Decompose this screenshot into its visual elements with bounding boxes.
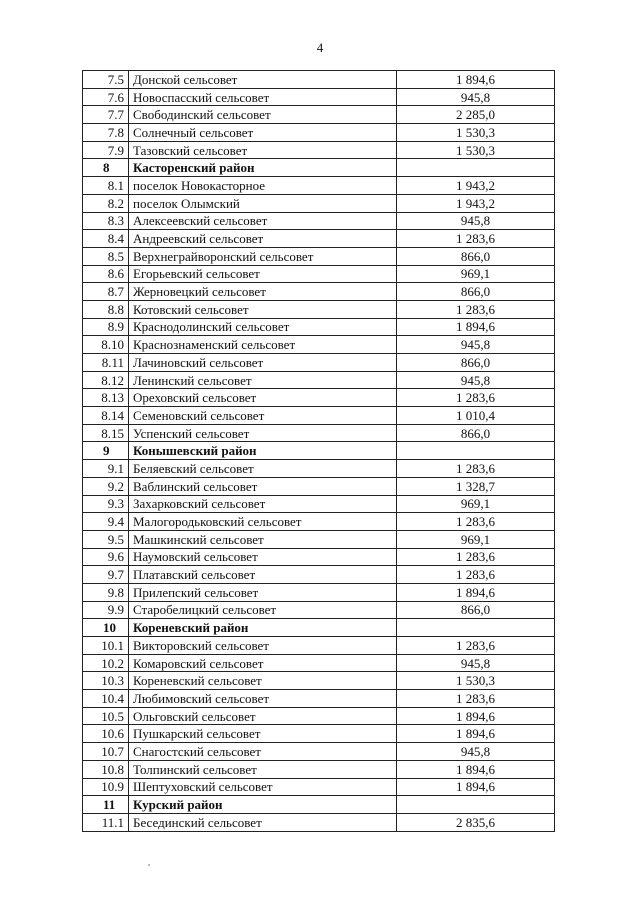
row-value: 945,8 bbox=[397, 371, 555, 389]
row-value: 1 283,6 bbox=[397, 389, 555, 407]
row-number: 8.6 bbox=[83, 265, 129, 283]
row-name: Пушкарский сельсовет bbox=[129, 725, 397, 743]
row-number: 9.6 bbox=[83, 548, 129, 566]
row-value: 1 943,2 bbox=[397, 194, 555, 212]
row-number: 8.9 bbox=[83, 318, 129, 336]
table-row bbox=[83, 460, 555, 478]
table-row bbox=[83, 283, 555, 301]
row-number: 8.3 bbox=[83, 212, 129, 230]
row-number: 8.1 bbox=[83, 177, 129, 195]
row-name: Захарковский сельсовет bbox=[129, 495, 397, 513]
row-name: Старобелицкий сельсовет bbox=[129, 601, 397, 619]
row-value: 1 530,3 bbox=[397, 672, 555, 690]
row-value: 969,1 bbox=[397, 265, 555, 283]
row-value: 1 283,6 bbox=[397, 513, 555, 531]
row-name: Бесединский сельсовет bbox=[129, 813, 397, 831]
district-header-row bbox=[83, 796, 555, 814]
row-name: Лачиновский сельсовет bbox=[129, 354, 397, 372]
table-row bbox=[83, 778, 555, 796]
row-name: Ваблинский сельсовет bbox=[129, 477, 397, 495]
scan-speck bbox=[148, 864, 150, 866]
row-name: Прилепский сельсовет bbox=[129, 583, 397, 601]
table-row bbox=[83, 194, 555, 212]
table-row bbox=[83, 212, 555, 230]
row-name: Верхнеграйворонский сельсовет bbox=[129, 247, 397, 265]
table-row bbox=[83, 743, 555, 761]
row-name: Ольговский сельсовет bbox=[129, 707, 397, 725]
row-number: 10.1 bbox=[83, 637, 129, 655]
row-number: 10.9 bbox=[83, 778, 129, 796]
row-name: Толпинский сельсовет bbox=[129, 760, 397, 778]
row-name: Ореховский сельсовет bbox=[129, 389, 397, 407]
row-number: 10 bbox=[83, 619, 129, 637]
row-value: 1 894,6 bbox=[397, 707, 555, 725]
table-row bbox=[83, 583, 555, 601]
row-value: 1 894,6 bbox=[397, 760, 555, 778]
row-value bbox=[397, 619, 555, 637]
table-body bbox=[83, 71, 555, 832]
row-number: 11.1 bbox=[83, 813, 129, 831]
table-row bbox=[83, 601, 555, 619]
row-number: 8.12 bbox=[83, 371, 129, 389]
row-name: Алексеевский сельсовет bbox=[129, 212, 397, 230]
row-name: Комаровский сельсовет bbox=[129, 654, 397, 672]
row-name: Тазовский сельсовет bbox=[129, 141, 397, 159]
row-name: Шептуховский сельсовет bbox=[129, 778, 397, 796]
row-value: 945,8 bbox=[397, 654, 555, 672]
row-value: 1 283,6 bbox=[397, 460, 555, 478]
row-name: Жерновецкий сельсовет bbox=[129, 283, 397, 301]
table-row bbox=[83, 407, 555, 425]
row-value: 1 894,6 bbox=[397, 71, 555, 89]
row-value: 969,1 bbox=[397, 495, 555, 513]
row-number: 8.15 bbox=[83, 424, 129, 442]
table-row bbox=[83, 477, 555, 495]
district-header-row bbox=[83, 442, 555, 460]
row-value bbox=[397, 442, 555, 460]
row-name: Наумовский сельсовет bbox=[129, 548, 397, 566]
row-name: Кореневский район bbox=[129, 619, 397, 637]
table-row bbox=[83, 495, 555, 513]
district-header-row bbox=[83, 159, 555, 177]
table-row bbox=[83, 513, 555, 531]
table-row bbox=[83, 230, 555, 248]
row-value: 1 283,6 bbox=[397, 566, 555, 584]
row-name: Викторовский сельсовет bbox=[129, 637, 397, 655]
table-row bbox=[83, 725, 555, 743]
table-row bbox=[83, 141, 555, 159]
table-row bbox=[83, 247, 555, 265]
table-row bbox=[83, 566, 555, 584]
row-name: Успенский сельсовет bbox=[129, 424, 397, 442]
table-row bbox=[83, 760, 555, 778]
row-number: 10.2 bbox=[83, 654, 129, 672]
page-number: 4 bbox=[316, 40, 324, 55]
table-row bbox=[83, 707, 555, 725]
row-name: Донской сельсовет bbox=[129, 71, 397, 89]
table-row bbox=[83, 106, 555, 124]
row-value: 1 283,6 bbox=[397, 637, 555, 655]
row-name: Семеновский сельсовет bbox=[129, 407, 397, 425]
row-number: 9 bbox=[83, 442, 129, 460]
row-name: Малогородьковский сельсовет bbox=[129, 513, 397, 531]
row-value: 866,0 bbox=[397, 283, 555, 301]
row-value: 1 283,6 bbox=[397, 230, 555, 248]
row-name: Краснознаменский сельсовет bbox=[129, 336, 397, 354]
table-row bbox=[83, 424, 555, 442]
row-name: Котовский сельсовет bbox=[129, 300, 397, 318]
row-value: 1 894,6 bbox=[397, 778, 555, 796]
table-row bbox=[83, 124, 555, 142]
row-value: 945,8 bbox=[397, 212, 555, 230]
row-value: 945,8 bbox=[397, 336, 555, 354]
row-name: Андреевский сельсовет bbox=[129, 230, 397, 248]
row-name: Беляевский сельсовет bbox=[129, 460, 397, 478]
row-number: 10.8 bbox=[83, 760, 129, 778]
row-number: 9.5 bbox=[83, 530, 129, 548]
row-number: 8.5 bbox=[83, 247, 129, 265]
row-name: Машкинский сельсовет bbox=[129, 530, 397, 548]
row-number: 7.6 bbox=[83, 88, 129, 106]
row-number: 7.7 bbox=[83, 106, 129, 124]
row-number: 10.6 bbox=[83, 725, 129, 743]
table-row bbox=[83, 637, 555, 655]
row-value: 1 943,2 bbox=[397, 177, 555, 195]
row-number: 9.3 bbox=[83, 495, 129, 513]
district-header-row bbox=[83, 619, 555, 637]
row-number: 8 bbox=[83, 159, 129, 177]
table-row bbox=[83, 813, 555, 831]
table-row bbox=[83, 318, 555, 336]
table-row bbox=[83, 389, 555, 407]
row-number: 8.8 bbox=[83, 300, 129, 318]
row-value: 866,0 bbox=[397, 247, 555, 265]
row-name: поселок Новокасторное bbox=[129, 177, 397, 195]
table-row bbox=[83, 300, 555, 318]
row-value: 2 835,6 bbox=[397, 813, 555, 831]
row-number: 9.2 bbox=[83, 477, 129, 495]
row-value: 866,0 bbox=[397, 354, 555, 372]
table-row bbox=[83, 336, 555, 354]
row-value: 1 894,6 bbox=[397, 318, 555, 336]
row-value: 1 894,6 bbox=[397, 583, 555, 601]
row-value: 2 285,0 bbox=[397, 106, 555, 124]
table-row bbox=[83, 672, 555, 690]
row-number: 9.4 bbox=[83, 513, 129, 531]
row-number: 7.9 bbox=[83, 141, 129, 159]
row-number: 10.4 bbox=[83, 690, 129, 708]
row-number: 8.7 bbox=[83, 283, 129, 301]
table-row bbox=[83, 654, 555, 672]
row-name: Платавский сельсовет bbox=[129, 566, 397, 584]
row-number: 10.7 bbox=[83, 743, 129, 761]
row-number: 9.1 bbox=[83, 460, 129, 478]
row-value: 1 283,6 bbox=[397, 548, 555, 566]
row-number: 8.13 bbox=[83, 389, 129, 407]
row-name: Ленинский сельсовет bbox=[129, 371, 397, 389]
table-row bbox=[83, 88, 555, 106]
table-row bbox=[83, 265, 555, 283]
row-name: Снагостский сельсовет bbox=[129, 743, 397, 761]
row-value: 969,1 bbox=[397, 530, 555, 548]
row-name: Свободинский сельсовет bbox=[129, 106, 397, 124]
row-value: 866,0 bbox=[397, 424, 555, 442]
row-value: 1 894,6 bbox=[397, 725, 555, 743]
row-value: 1 283,6 bbox=[397, 690, 555, 708]
row-number: 8.4 bbox=[83, 230, 129, 248]
row-name: Новоспасский сельсовет bbox=[129, 88, 397, 106]
row-number: 8.10 bbox=[83, 336, 129, 354]
row-name: Солнечный сельсовет bbox=[129, 124, 397, 142]
row-number: 8.14 bbox=[83, 407, 129, 425]
row-number: 9.9 bbox=[83, 601, 129, 619]
row-value: 945,8 bbox=[397, 88, 555, 106]
row-name: Кореневский сельсовет bbox=[129, 672, 397, 690]
row-number: 10.3 bbox=[83, 672, 129, 690]
row-name: Любимовский сельсовет bbox=[129, 690, 397, 708]
row-name: Касторенский район bbox=[129, 159, 397, 177]
table-row bbox=[83, 530, 555, 548]
row-value: 1 530,3 bbox=[397, 124, 555, 142]
row-number: 7.8 bbox=[83, 124, 129, 142]
row-name: Конышевский район bbox=[129, 442, 397, 460]
row-name: Краснодолинский сельсовет bbox=[129, 318, 397, 336]
row-value bbox=[397, 159, 555, 177]
table-row bbox=[83, 354, 555, 372]
row-name: поселок Олымский bbox=[129, 194, 397, 212]
table-row bbox=[83, 177, 555, 195]
data-table bbox=[82, 70, 555, 832]
row-number: 10.5 bbox=[83, 707, 129, 725]
table-row bbox=[83, 690, 555, 708]
row-value: 1 328,7 bbox=[397, 477, 555, 495]
table-row bbox=[83, 371, 555, 389]
row-value: 1 010,4 bbox=[397, 407, 555, 425]
row-name: Егорьевский сельсовет bbox=[129, 265, 397, 283]
row-value bbox=[397, 796, 555, 814]
row-value: 1 530,3 bbox=[397, 141, 555, 159]
row-name: Курский район bbox=[129, 796, 397, 814]
row-value: 945,8 bbox=[397, 743, 555, 761]
table-row bbox=[83, 71, 555, 89]
row-value: 1 283,6 bbox=[397, 300, 555, 318]
row-number: 11 bbox=[83, 796, 129, 814]
row-value: 866,0 bbox=[397, 601, 555, 619]
row-number: 7.5 bbox=[83, 71, 129, 89]
row-number: 8.11 bbox=[83, 354, 129, 372]
row-number: 8.2 bbox=[83, 194, 129, 212]
row-number: 9.7 bbox=[83, 566, 129, 584]
table-row bbox=[83, 548, 555, 566]
row-number: 9.8 bbox=[83, 583, 129, 601]
